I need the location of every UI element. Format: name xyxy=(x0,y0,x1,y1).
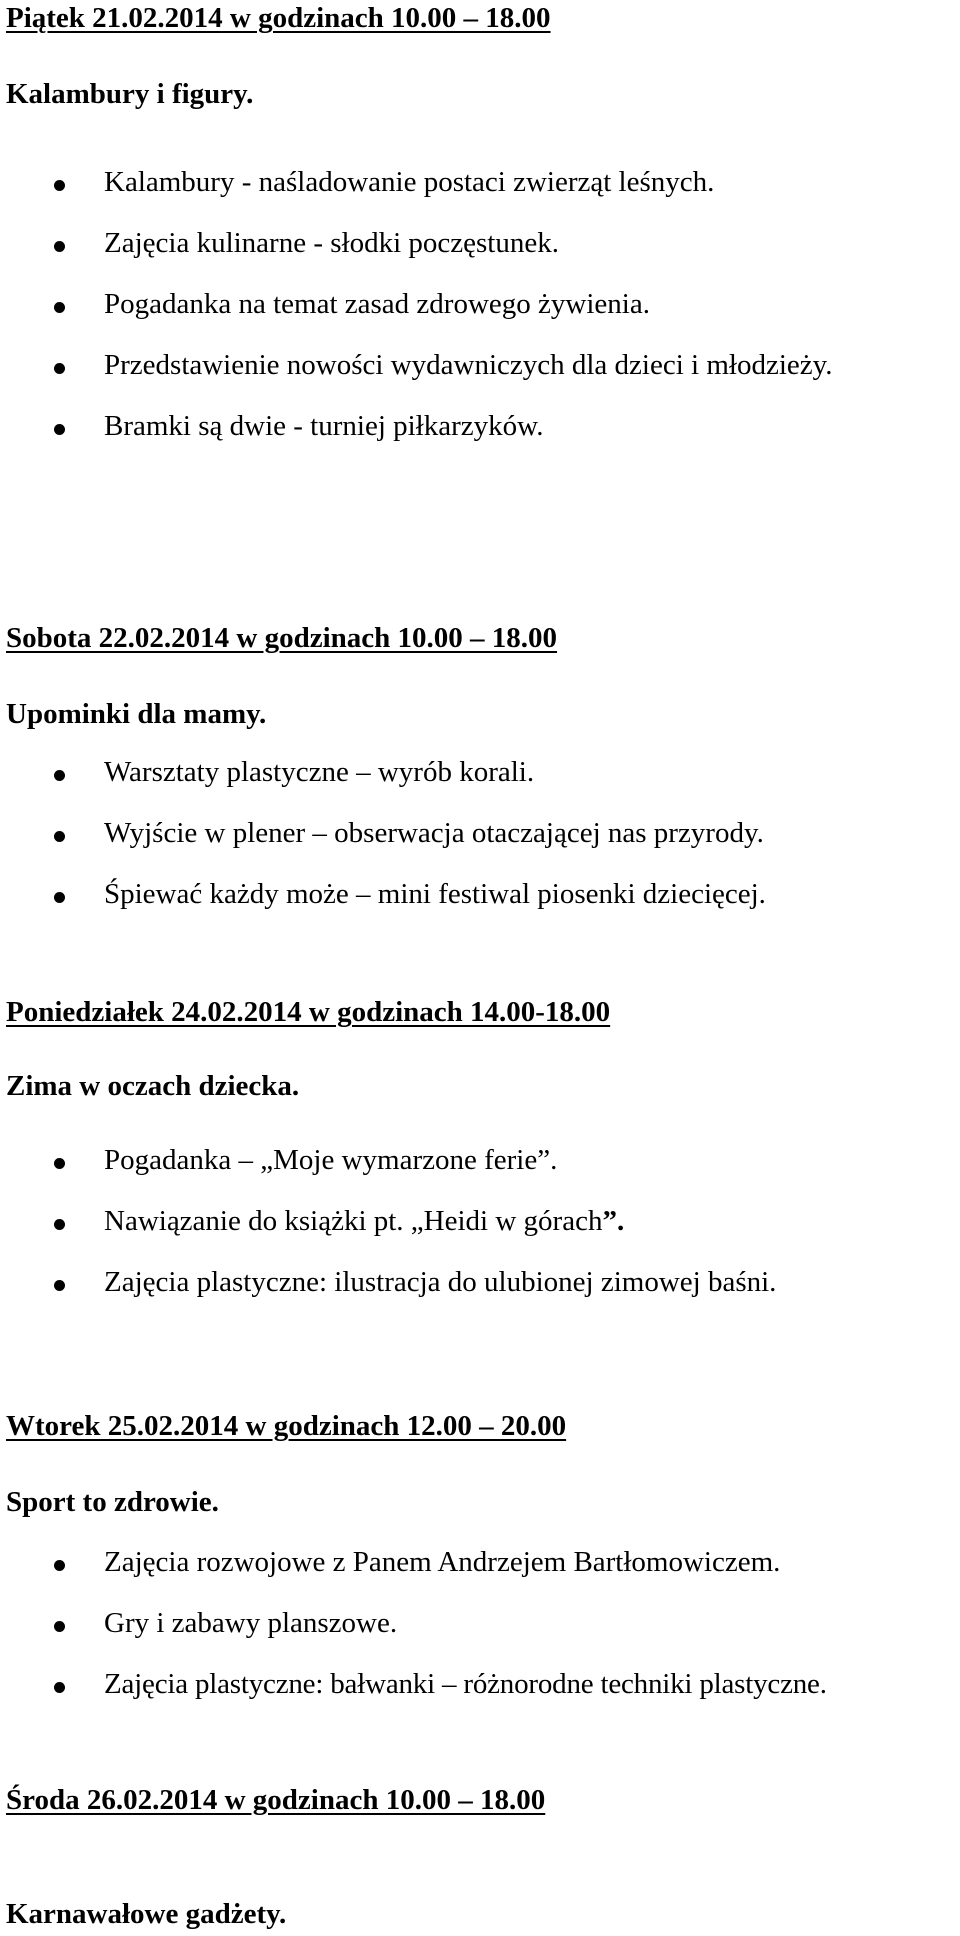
bullet-icon xyxy=(54,892,65,903)
list-item-text: Pogadanka – „Moje wymarzone ferie”. xyxy=(104,1144,558,1176)
theme-title-poniedzialek: Zima w oczach dziecka. xyxy=(6,1070,300,1102)
bullet-icon xyxy=(54,1219,65,1230)
list-item-text: Kalambury - naśladowanie postaci zwierząt leśnych. xyxy=(104,166,715,198)
list-item-text: Śpiewać każdy może – mini festiwal piosenki dziecięcej. xyxy=(104,878,766,910)
list-item-text: Zajęcia kulinarne - słodki poczęstunek. xyxy=(104,227,559,259)
theme-title-piatek: Kalambury i figury. xyxy=(6,78,254,110)
list-item-text: Pogadanka na temat zasad zdrowego żywienia. xyxy=(104,288,650,320)
list-item-text xyxy=(104,1207,624,1236)
bullet-icon xyxy=(54,1158,65,1169)
theme-title-wtorek: Sport to zdrowie. xyxy=(6,1486,219,1518)
list-item-text: Bramki są dwie - turniej piłkarzyków. xyxy=(104,410,544,442)
day-heading-sobota: Sobota 22.02.2014 w godzinach 10.00 – 18.00 xyxy=(6,622,558,654)
bullet-icon xyxy=(54,1280,65,1291)
day-heading-poniedzialek: Poniedziałek 24.02.2014 w godzinach 14.00-18.00 xyxy=(6,996,611,1028)
bullet-icon xyxy=(54,770,65,781)
bullet-icon xyxy=(54,1560,65,1571)
list-item-text: Warsztaty plastyczne – wyrób korali. xyxy=(104,756,535,788)
bullet-icon xyxy=(54,1682,65,1693)
bullet-icon xyxy=(54,1621,65,1632)
bullet-icon xyxy=(54,180,65,191)
closing-quote-mark: ”. xyxy=(602,1205,625,1237)
bullet-icon xyxy=(54,241,65,252)
day-heading-piatek: Piątek 21.02.2014 w godzinach 10.00 – 18.00 xyxy=(6,2,551,34)
bullet-icon xyxy=(54,363,65,374)
bullet-icon xyxy=(54,831,65,842)
list-item-text: Przedstawienie nowości wydawniczych dla dzieci i młodzieży. xyxy=(104,349,833,381)
theme-title-sobota: Upominki dla mamy. xyxy=(6,698,267,730)
list-item-text: Zajęcia rozwojowe z Panem Andrzejem Bartłomowiczem. xyxy=(104,1546,781,1578)
day-heading-wtorek: Wtorek 25.02.2014 w godzinach 12.00 – 20.00 xyxy=(6,1410,567,1442)
list-item-text: Wyjście w plener – obserwacja otaczającej nas przyrody. xyxy=(104,817,764,849)
bullet-icon xyxy=(54,302,65,313)
bullet-icon xyxy=(54,424,65,435)
list-item-text: Zajęcia plastyczne: bałwanki – różnorodne techniki plastyczne. xyxy=(104,1668,827,1700)
theme-title-sroda: Karnawałowe gadżety. xyxy=(6,1898,287,1930)
list-item-text: Zajęcia plastyczne: ilustracja do ulubionej zimowej baśni. xyxy=(104,1266,777,1298)
day-heading-sroda: Środa 26.02.2014 w godzinach 10.00 – 18.00 xyxy=(6,1784,546,1816)
list-item-text: Gry i zabawy planszowe. xyxy=(104,1607,398,1639)
book-reference-text: Nawiązanie do książki pt. „Heidi w górach xyxy=(104,1205,603,1237)
